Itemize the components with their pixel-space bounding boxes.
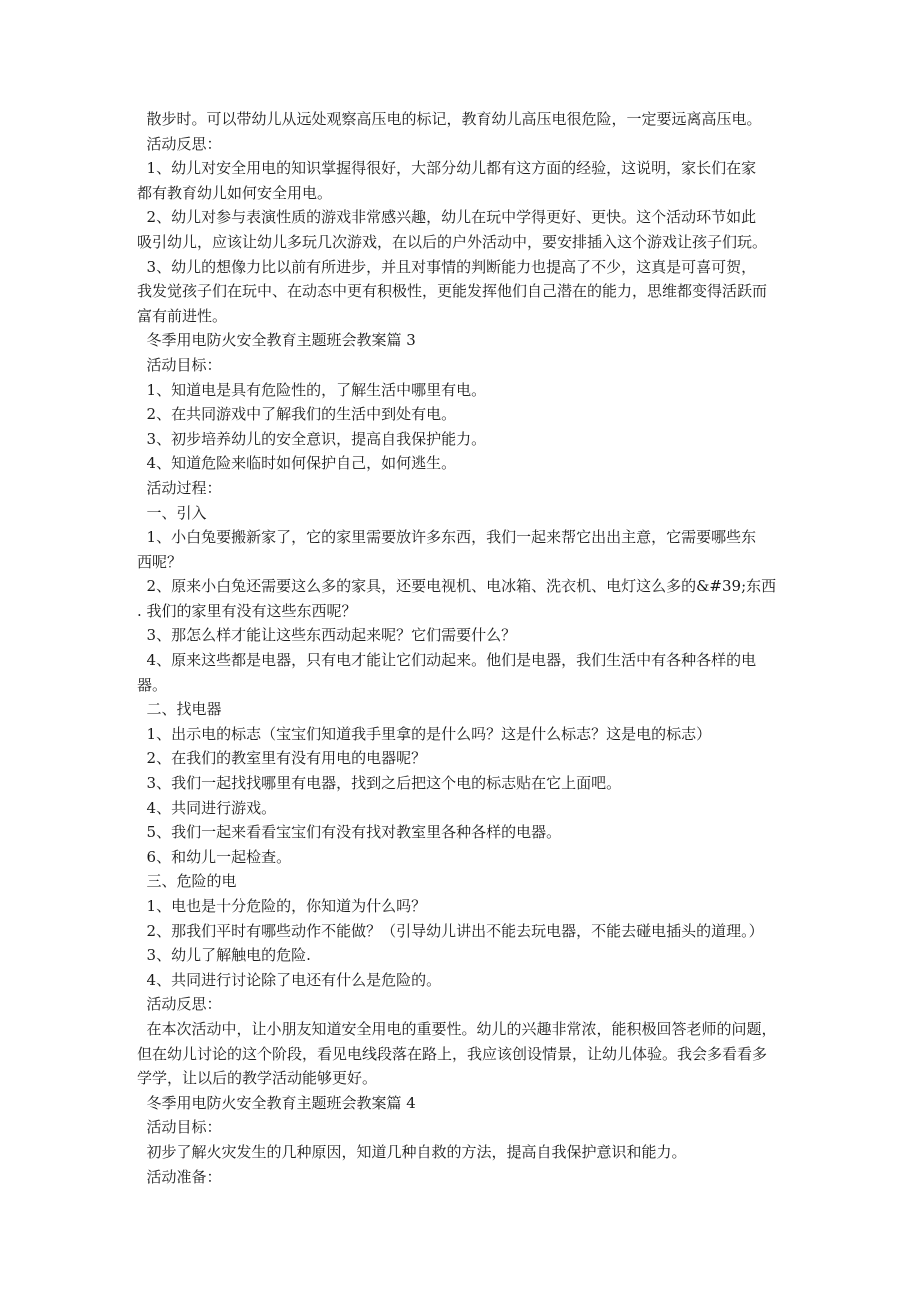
text-line: 学学，让以后的教学活动能够更好。 bbox=[137, 1069, 378, 1088]
text-line: 1、幼儿对安全用电的知识掌握得很好，大部分幼儿都有这方面的经验，这说明，家长们在家 bbox=[137, 159, 757, 178]
text-line: 吸引幼儿，应该让幼儿多玩几次游戏，在以后的户外活动中，要安排插入这个游戏让孩子们玩。 bbox=[137, 232, 768, 251]
text-line: 1、电也是十分危险的，你知道为什么吗？ bbox=[137, 897, 427, 915]
text-line: 活动反思： bbox=[137, 134, 222, 153]
text-line: 4、知道危险来临时如何保护自己，如何逃生。 bbox=[137, 454, 457, 473]
text-line: 2、在共同游戏中了解我们的生活中到处有电。 bbox=[137, 405, 457, 424]
text-line: 1、知道电是具有危险性的，了解生活中哪里有电。 bbox=[137, 380, 487, 399]
text-line: 都有教育幼儿如何安全用电。 bbox=[137, 183, 333, 202]
text-line: 4、共同进行讨论除了电还有什么是危险的。 bbox=[137, 970, 442, 989]
text-line: 2、在我们的教室里有没有用电的电器呢？ bbox=[137, 749, 427, 768]
text-line: 活动目标： bbox=[137, 1118, 222, 1137]
text-line: 活动目标： bbox=[137, 355, 222, 374]
text-line: 1、出示电的标志（宝宝们知道我手里拿的是什么吗？这是什么标志？这是电的标志） bbox=[137, 724, 712, 743]
section-heading: 冬季用电防火安全教育主题班会教案篇 3 bbox=[137, 331, 416, 350]
text-line: 3、那怎么样才能让这些东西动起来呢？它们需要什么？ bbox=[137, 626, 517, 645]
text-line: 器。 bbox=[137, 675, 168, 694]
text-line: 初步了解火灾发生的几种原因，知道几种自救的方法，提高自我保护意识和能力。 bbox=[137, 1142, 687, 1161]
text-line: 三、危险的电 bbox=[137, 872, 237, 891]
text-line: . 我们的家里有没有这些东西呢？ bbox=[137, 601, 357, 620]
text-line: 2、那我们平时有哪些动作不能做？（引导幼儿讲出不能去玩电器，不能去碰电插头的道理。） bbox=[137, 921, 764, 940]
text-line: 活动准备： bbox=[137, 1167, 222, 1186]
text-line: 1、小白兔要搬新家了，它的家里需要放许多东西，我们一起来帮它出出主意，它需要哪些东 bbox=[137, 528, 757, 547]
text-line: 3、幼儿了解触电的危险. bbox=[137, 946, 311, 965]
text-line: 3、我们一起找找哪里有电器，找到之后把这个电的标志贴在它上面吧。 bbox=[137, 774, 622, 793]
text-line: 一、引入 bbox=[137, 503, 207, 522]
text-line: 西呢？ bbox=[137, 552, 183, 571]
text-line: 在本次活动中，让小朋友知道安全用电的重要性。幼儿的兴趣非常浓，能积极回答老师的问题， bbox=[137, 1019, 777, 1038]
text-line: 散步时。可以带幼儿从远处观察高压电的标记，教育幼儿高压电很危险，一定要远离高压电。 bbox=[137, 110, 762, 128]
text-line: 4、共同进行游戏。 bbox=[137, 798, 277, 817]
text-line: 3、幼儿的想像力比以前有所进步，并且对事情的判断能力也提高了不少，这真是可喜可贺， bbox=[137, 257, 757, 276]
section-heading: 冬季用电防火安全教育主题班会教案篇 4 bbox=[137, 1093, 416, 1112]
text-line: 3、初步培养幼儿的安全意识，提高自我保护能力。 bbox=[137, 429, 487, 448]
text-line: 但在幼儿讨论的这个阶段，看见电线段落在路上，我应该创设情景，让幼儿体验。我会多看看多 bbox=[137, 1044, 768, 1063]
text-line: 2、原来小白兔还需要这么多的家具，还要电视机、电冰箱、洗衣机、电灯这么多的&#39;东西 bbox=[137, 577, 777, 596]
text-line: 活动过程： bbox=[137, 478, 222, 497]
text-line: 我发觉孩子们在玩中、在动态中更有积极性，更能发挥他们自己潜在的能力，思维都变得活跃而 bbox=[137, 282, 768, 301]
text-line: 4、原来这些都是电器，只有电才能让它们动起来。他们是电器，我们生活中有各种各样的电 bbox=[137, 651, 757, 670]
text-line: 二、找电器 bbox=[137, 700, 222, 719]
text-line: 2、幼儿对参与表演性质的游戏非常感兴趣，幼儿在玩中学得更好、更快。这个活动环节如此 bbox=[137, 208, 757, 227]
text-line: 5、我们一起来看看宝宝们有没有找对教室里各种各样的电器。 bbox=[137, 823, 562, 842]
document-body bbox=[137, 107, 797, 1189]
text-line: 富有前进性。 bbox=[137, 306, 228, 325]
text-line: 活动反思： bbox=[137, 995, 222, 1014]
text-line: 6、和幼儿一起检查。 bbox=[137, 847, 292, 866]
